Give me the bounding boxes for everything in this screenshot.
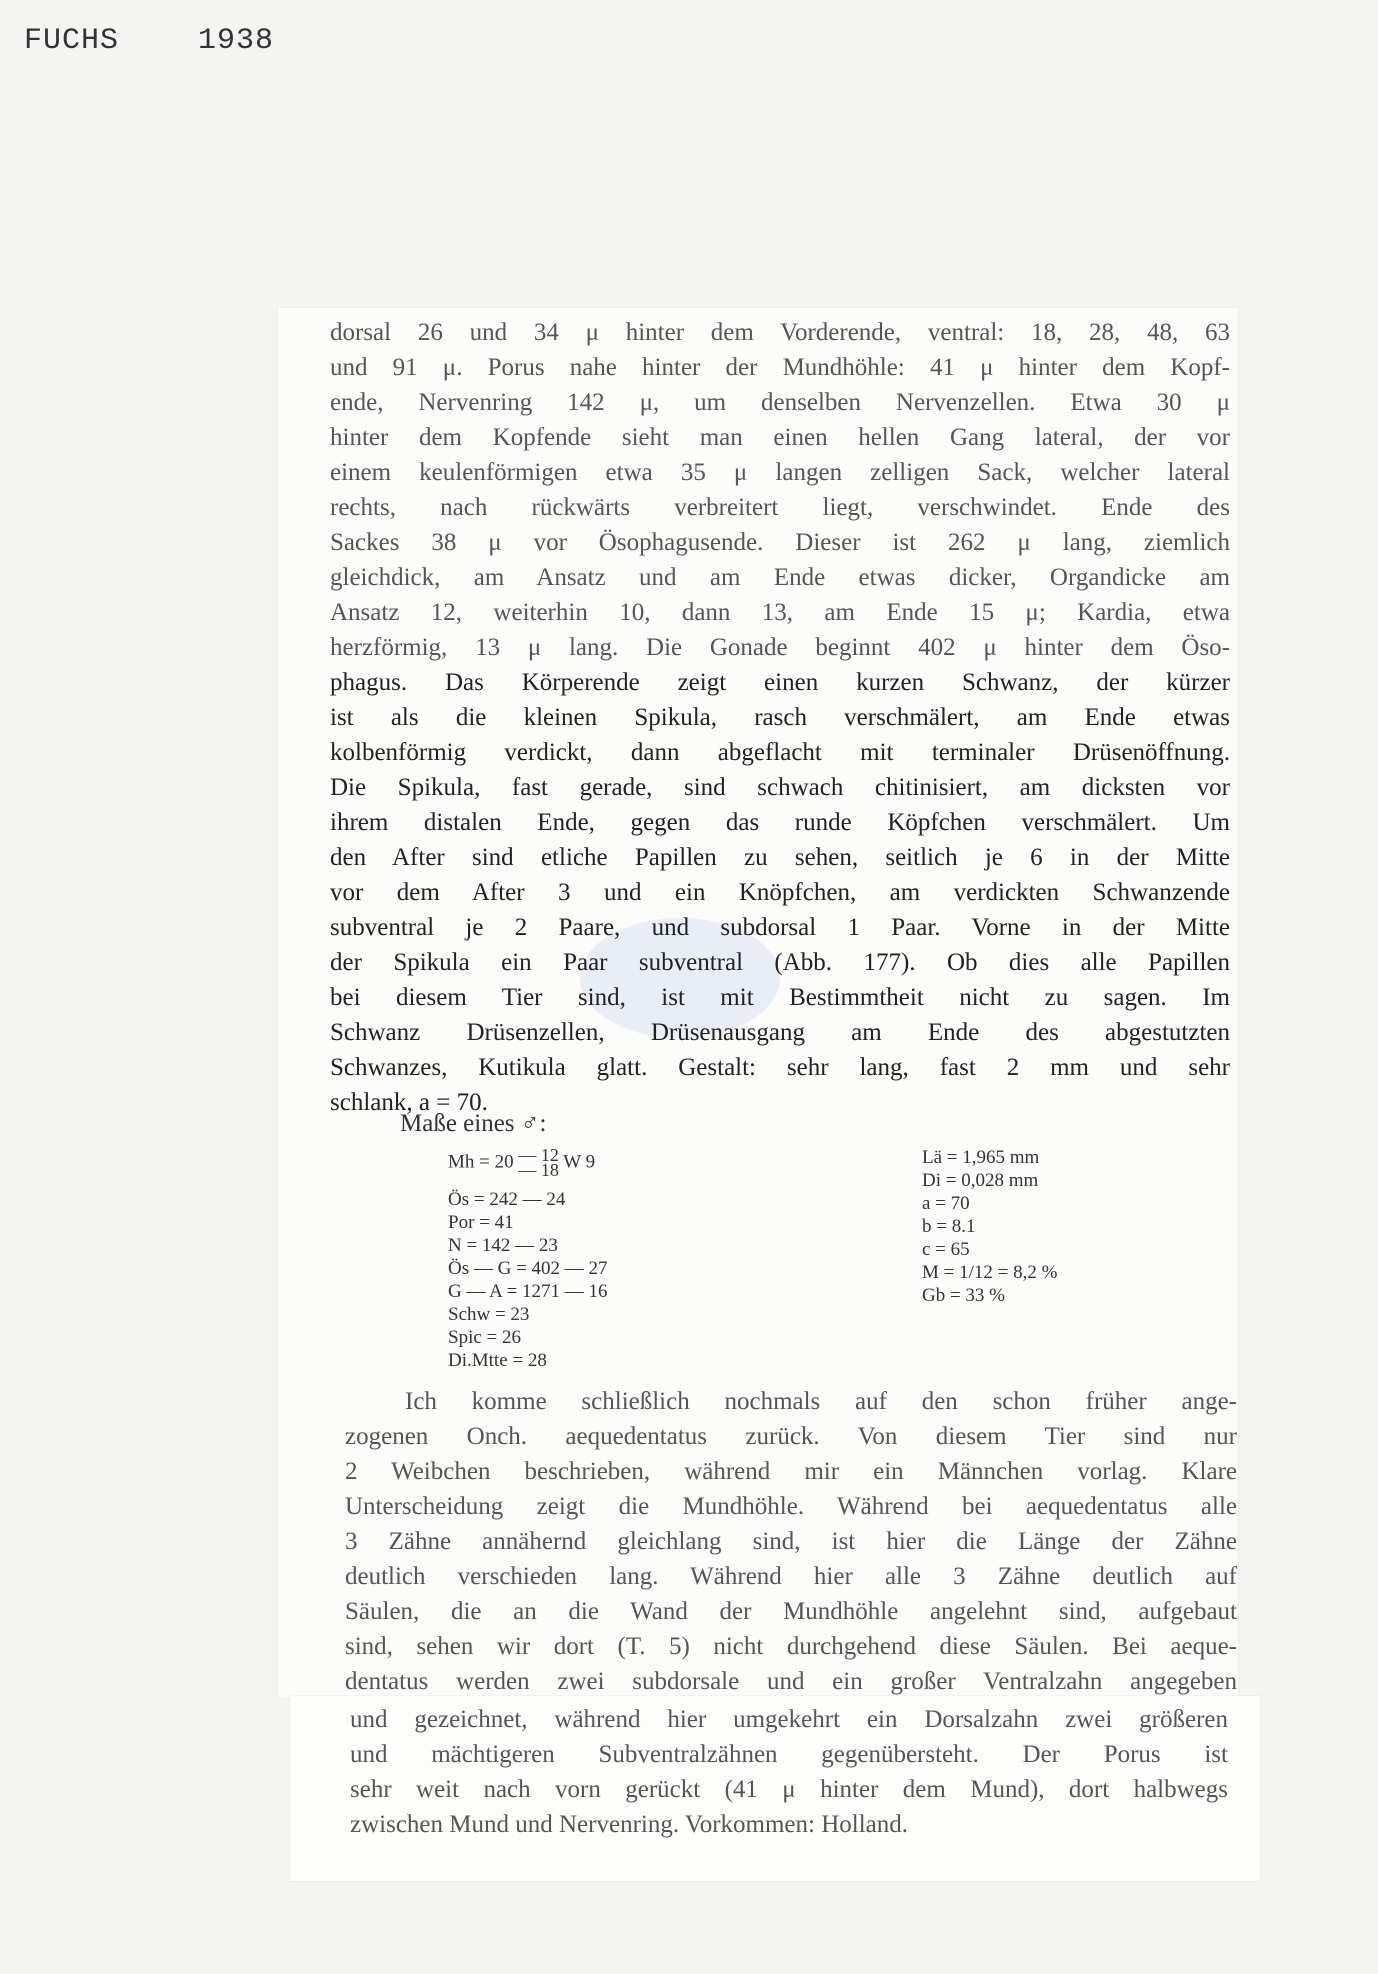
measure-item: Schw = 23 bbox=[448, 1304, 530, 1325]
text-line: Die Spikula, fast gerade, sind schwach chitinisiert, am dicksten vor bbox=[330, 774, 1230, 801]
text-line: Schwanz Drüsenzellen, Drüsenausgang am Ende des abgestutzten bbox=[330, 1019, 1230, 1046]
text-line: den After sind etliche Papillen zu sehen, seitlich je 6 in der Mitte bbox=[330, 844, 1230, 871]
text-line: bei diesem Tier sind, ist mit Bestimmtheit nicht zu sagen. Im bbox=[330, 984, 1230, 1011]
measure-item: Por = 41 bbox=[448, 1212, 514, 1233]
measures-left-column bbox=[448, 1145, 608, 1372]
text-line: ist als die kleinen Spikula, rasch verschmälert, am Ende etwas bbox=[330, 704, 1230, 731]
text-line: Schwanzes, Kutikula glatt. Gestalt: sehr lang, fast 2 mm und sehr bbox=[330, 1054, 1230, 1081]
text-line: sehr weit nach vorn gerückt (41 μ hinter dem Mund), dort halbwegs bbox=[350, 1776, 1228, 1803]
measure-item: Di = 0,028 mm bbox=[922, 1170, 1039, 1191]
text-line: Säulen, die an die Wand der Mundhöhle angelehnt sind, aufgebaut bbox=[345, 1598, 1237, 1625]
text-line: subventral je 2 Paare, und subdorsal 1 Paar. Vorne in der Mitte bbox=[330, 914, 1230, 941]
measure-item: Spic = 26 bbox=[448, 1327, 521, 1348]
text-line: und gezeichnet, während hier umgekehrt ein Dorsalzahn zwei größeren bbox=[350, 1706, 1228, 1733]
text-line: einem keulenförmigen etwa 35 μ langen zelligen Sack, welcher lateral bbox=[330, 459, 1230, 486]
paragraph-3 bbox=[350, 1702, 1228, 1842]
measure-item: N = 142 — 23 bbox=[448, 1235, 558, 1256]
text-line: Sackes 38 μ vor Ösophagusende. Dieser ist 262 μ lang, ziemlich bbox=[330, 529, 1230, 556]
text-line: und mächtigeren Subventralzähnen gegenübersteht. Der Porus ist bbox=[350, 1741, 1228, 1768]
paragraph-2 bbox=[345, 1384, 1237, 1699]
measure-item: M = 1/12 = 8,2 % bbox=[922, 1262, 1058, 1283]
measures-title: Maße eines ♂: bbox=[400, 1110, 547, 1137]
text-line: 3 Zähne annähernd gleichlang sind, ist hier die Länge der Zähne bbox=[345, 1528, 1237, 1555]
text-line: herzförmig, 13 μ lang. Die Gonade beginnt 402 μ hinter dem Öso- bbox=[330, 634, 1230, 661]
text-line: Ansatz 12, weiterhin 10, dann 13, am Ende 15 μ; Kardia, etwa bbox=[330, 599, 1230, 626]
text-line: sind, sehen wir dort (T. 5) nicht durchgehend diese Säulen. Bei aeque- bbox=[345, 1633, 1237, 1660]
paragraph-1 bbox=[330, 315, 1230, 1120]
measure-mh-fraction: — 12 — 18 bbox=[518, 1145, 559, 1180]
text-line: Unterscheidung zeigt die Mundhöhle. Während bei aequedentatus alle bbox=[345, 1493, 1237, 1520]
measure-item: Gb = 33 % bbox=[922, 1285, 1006, 1306]
measure-mh: Mh = 20 — 12 — 18 W 9 bbox=[448, 1145, 596, 1180]
text-line: Ich komme schließlich nochmals auf den schon früher ange- bbox=[405, 1388, 1237, 1415]
text-line: zwischen Mund und Nervenring. Vorkommen: Holland. bbox=[350, 1811, 909, 1838]
text-line: deutlich verschieden lang. Während hier alle 3 Zähne deutlich auf bbox=[345, 1563, 1237, 1590]
page-header bbox=[24, 24, 334, 58]
text-line: gleichdick, am Ansatz und am Ende etwas dicker, Organdicke am bbox=[330, 564, 1230, 591]
measure-item: G — A = 1271 — 16 bbox=[448, 1281, 608, 1302]
header-author: FUCHS bbox=[24, 24, 120, 58]
text-line: zogenen Onch. aequedentatus zurück. Von diesem Tier sind nur bbox=[345, 1423, 1237, 1450]
measure-item: a = 70 bbox=[922, 1193, 970, 1214]
text-line: hinter dem Kopfende sieht man einen hellen Gang lateral, der vor bbox=[330, 424, 1230, 451]
text-line: kolbenförmig verdickt, dann abgeflacht mit terminaler Drüsenöffnung. bbox=[330, 739, 1230, 766]
measure-item: b = 8.1 bbox=[922, 1216, 976, 1237]
measure-item: Ös = 242 — 24 bbox=[448, 1189, 566, 1210]
measure-item: Di.Mtte = 28 bbox=[448, 1350, 547, 1371]
text-line: phagus. Das Körperende zeigt einen kurzen Schwanz, der kürzer bbox=[330, 669, 1230, 696]
text-line: ende, Nervenring 142 μ, um denselben Nervenzellen. Etwa 30 μ bbox=[330, 389, 1230, 416]
text-line: und 91 μ. Porus nahe hinter der Mundhöhle: 41 μ hinter dem Kopf- bbox=[330, 354, 1230, 381]
measures-right-column bbox=[922, 1146, 1057, 1307]
measure-item: Ös — G = 402 — 27 bbox=[448, 1258, 608, 1279]
measure-item: Lä = 1,965 mm bbox=[922, 1147, 1040, 1168]
text-line: schlank, a = 70. bbox=[330, 1089, 488, 1116]
header-year: 1938 bbox=[198, 24, 275, 58]
text-line: der Spikula ein Paar subventral (Abb. 177). Ob dies alle Papillen bbox=[330, 949, 1230, 976]
text-line: 2 Weibchen beschrieben, während mir ein Männchen vorlag. Klare bbox=[345, 1458, 1237, 1485]
text-line: ihrem distalen Ende, gegen das runde Köpfchen verschmälert. Um bbox=[330, 809, 1230, 836]
text-line: vor dem After 3 und ein Knöpfchen, am verdickten Schwanzende bbox=[330, 879, 1230, 906]
text-line: dorsal 26 und 34 μ hinter dem Vorderende, ventral: 18, 28, 48, 63 bbox=[330, 319, 1230, 346]
text-line: rechts, nach rückwärts verbreitert liegt, verschwindet. Ende des bbox=[330, 494, 1230, 521]
text-line: dentatus werden zwei subdorsale und ein großer Ventralzahn angegeben bbox=[345, 1668, 1237, 1695]
measure-item: c = 65 bbox=[922, 1239, 970, 1260]
